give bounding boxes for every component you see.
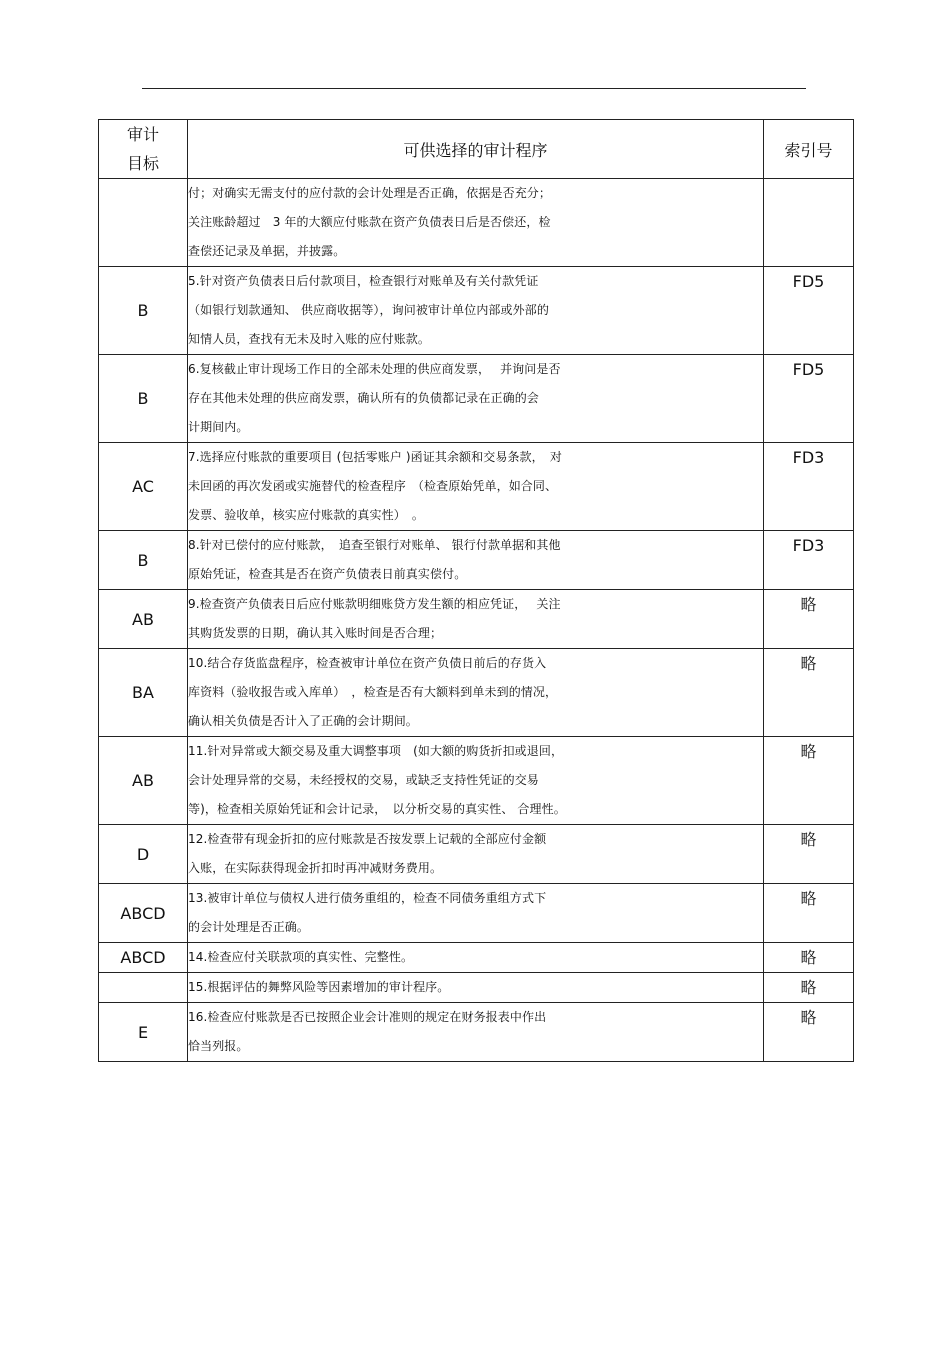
index-number-cell: FD3 [764,531,854,590]
audit-procedure-cell [188,649,764,737]
table-row [99,973,854,1003]
audit-objective-cell: B [99,267,188,355]
index-number-cell [764,179,854,267]
index-number-cell: 略 [764,973,854,1003]
table-header-row [99,120,854,179]
table-row [99,355,854,443]
audit-procedure-cell [188,943,764,973]
table-row [99,443,854,531]
audit-procedure-cell [188,884,764,943]
header-rule [142,88,806,89]
index-number-cell: 略 [764,825,854,884]
procedure-text-line: 6.复核截止审计现场工作日的全部未处理的供应商发票， 并询问是否 [188,362,561,376]
audit-objective-cell: E [99,1003,188,1062]
audit-objective-cell: ABCD [99,943,188,973]
procedure-text-line: 13.被审计单位与债权人进行债务重组的，检查不同债务重组方式下 [188,891,547,905]
procedure-text-line: 入账，在实际获得现金折扣时再冲减财务费用。 [188,861,443,875]
audit-procedure-cell [188,179,764,267]
procedure-text-line: 等)，检查相关原始凭证和会计记录， 以分析交易的真实性、 合理性。 [188,802,566,816]
index-number-cell: 略 [764,737,854,825]
header-index-number: 索引号 [764,120,854,179]
procedure-text-line: 原始凭证，检查其是否在资产负债表日前真实偿付。 [188,567,467,581]
audit-procedure-cell [188,1003,764,1062]
procedure-text-line: 关注账龄超过 3 年的大额应付账款在资产负债表日后是否偿还，检 [188,215,551,229]
audit-objective-cell [99,179,188,267]
header-audit-procedure: 可供选择的审计程序 [188,120,764,179]
index-number-cell: 略 [764,1003,854,1062]
table-row [99,531,854,590]
audit-procedure-cell [188,973,764,1003]
index-number-cell: FD3 [764,443,854,531]
audit-procedure-cell [188,267,764,355]
audit-objective-cell: BA [99,649,188,737]
index-number-cell: 略 [764,649,854,737]
procedure-text-line: （如银行划款通知、 供应商收据等），询问被审计单位内部或外部的 [188,303,549,317]
index-number-cell: FD5 [764,267,854,355]
index-number-cell: FD5 [764,355,854,443]
audit-objective-cell: AC [99,443,188,531]
procedure-text-line: 8.针对已偿付的应付账款， 追查至银行对账单、 银行付款单据和其他 [188,538,561,552]
audit-procedure-cell [188,590,764,649]
audit-objective-cell: AB [99,737,188,825]
procedure-text-line: 9.检查资产负债表日后应付账款明细账贷方发生额的相应凭证， 关注 [188,597,561,611]
audit-objective-cell: B [99,531,188,590]
procedure-text-line: 12.检查带有现金折扣的应付账款是否按发票上记载的全部应付金额 [188,832,547,846]
table-row [99,649,854,737]
audit-procedure-cell [188,443,764,531]
audit-procedure-cell [188,825,764,884]
procedure-text-line: 其购货发票的日期，确认其入账时间是否合理； [188,626,443,640]
audit-procedure-cell [188,531,764,590]
procedure-text-line: 7.选择应付账款的重要项目 (包括零账户 )函证其余额和交易条款， 对 [188,450,562,464]
audit-procedure-cell [188,355,764,443]
audit-objective-cell [99,973,188,1003]
procedure-text-line: 库资料（验收报告或入库单） ，检查是否有大额料到单未到的情况， [188,685,558,699]
procedure-text-line: 付；对确实无需支付的应付款的会计处理是否正确，依据是否充分； [188,186,552,200]
procedure-text-line: 确认相关负债是否计入了正确的会计期间。 [188,714,418,728]
audit-objective-cell: AB [99,590,188,649]
audit-objective-cell: ABCD [99,884,188,943]
table-row [99,825,854,884]
procedure-text-line: 的会计处理是否正确。 [188,920,310,934]
index-number-cell: 略 [764,884,854,943]
table-row [99,179,854,267]
index-number-cell: 略 [764,590,854,649]
header-objective-line: 审计 [126,125,159,144]
audit-procedure-cell [188,737,764,825]
table-row [99,884,854,943]
header-audit-objective [99,120,188,179]
procedure-text-line: 11.针对异常或大额交易及重大调整事项 (如大额的购货折扣或退回， [188,744,564,758]
procedure-text-line: 存在其他未处理的供应商发票，确认所有的负债都记录在正确的会 [188,391,539,405]
audit-objective-cell: D [99,825,188,884]
audit-objective-cell: B [99,355,188,443]
audit-procedure-table [98,119,854,1062]
procedure-text-line: 知情人员，查找有无未及时入账的应付账款。 [188,332,431,346]
table-row [99,590,854,649]
procedure-text-line: 查偿还记录及单据，并披露。 [188,244,346,258]
procedure-text-line: 10.结合存货监盘程序，检查被审计单位在资产负债日前后的存货入 [188,656,547,670]
procedure-text-line: 5.针对资产负债表日后付款项目，检查银行对账单及有关付款凭证 [188,274,539,288]
procedure-text-line: 发票、验收单，核实应付账款的真实性） 。 [188,508,425,522]
procedure-text-line: 恰当列报。 [188,1039,249,1053]
header-objective-line: 目标 [126,154,159,173]
index-number-cell: 略 [764,943,854,973]
table-row [99,1003,854,1062]
procedure-text-line: 14.检查应付关联款项的真实性、完整性。 [188,950,414,964]
procedure-text-line: 会计处理异常的交易，未经授权的交易，或缺乏支持性凭证的交易 [188,773,539,787]
procedure-text-line: 未回函的再次发函或实施替代的检查程序 （检查原始凭单，如合同、 [188,479,558,493]
table-row [99,943,854,973]
table-row [99,267,854,355]
procedure-text-line: 计期间内。 [188,420,249,434]
table-row [99,737,854,825]
procedure-text-line: 16.检查应付账款是否已按照企业会计准则的规定在财务报表中作出 [188,1010,547,1024]
procedure-text-line: 15.根据评估的舞弊风险等因素增加的审计程序。 [188,980,450,994]
